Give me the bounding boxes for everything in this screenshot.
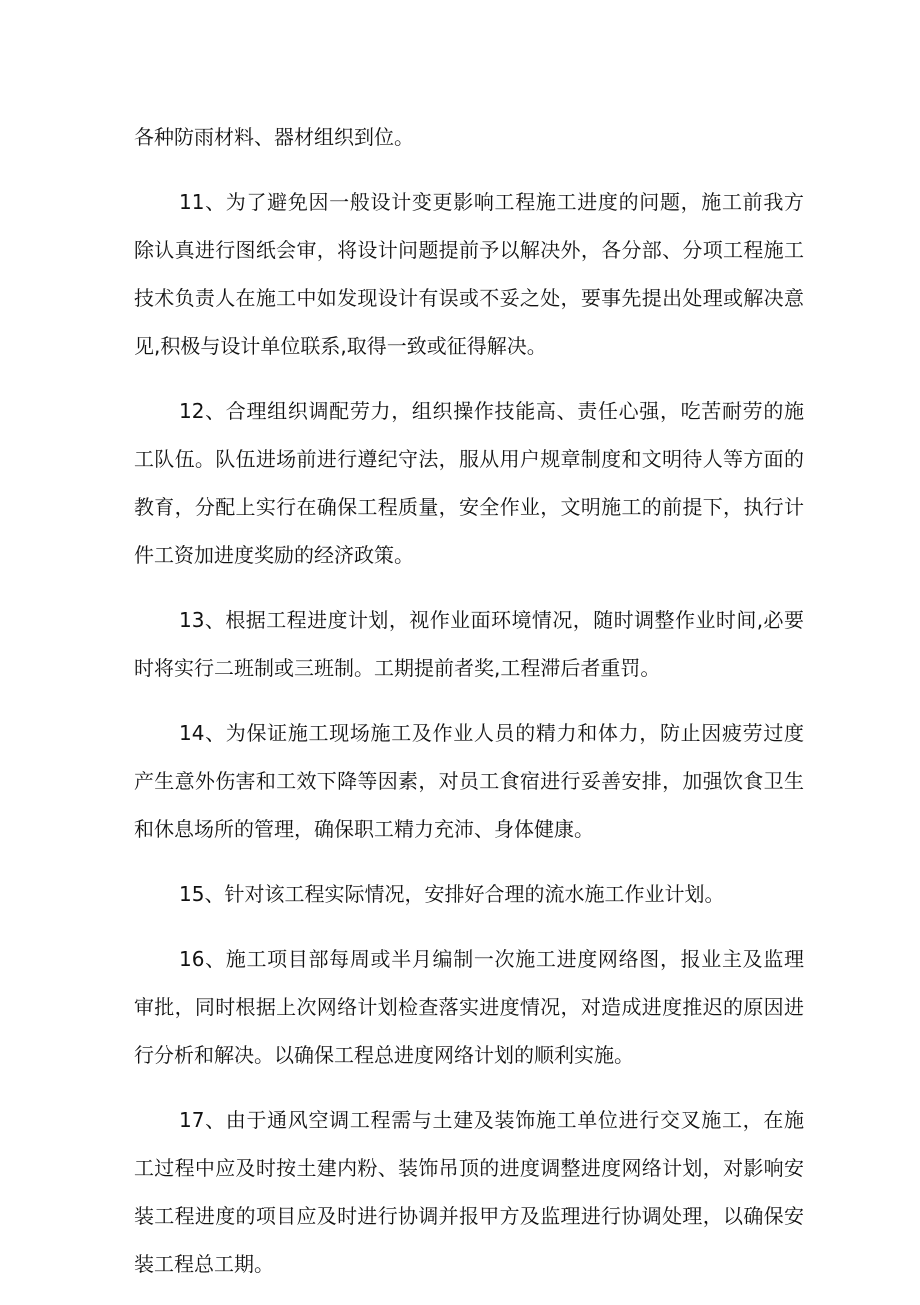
- paragraph-item-17: 17、由于通风空调工程需与土建及装饰施工单位进行交叉施工，在施工过程中应及时按土建内粉、装饰吊顶的进度调整进度网络计划，对影响安装工程进度的项目应及时进行协调并报甲方及监理进行协调处理，以确保安装工程总工期。: [134, 1108, 804, 1276]
- paragraph-item-16: 16、施工项目部每周或半月编制一次施工进度网络图，报业主及监理审批，同时根据上次网络计划检查落实进度情况，对造成进度推迟的原因进行分析和解决。以确保工程总进度网络计划的顺利实施。: [134, 947, 804, 1067]
- paragraph-item-15: 15、针对该工程实际情况，安排好合理的流水施工作业计划。: [179, 882, 725, 906]
- paragraph-continuation: 各种防雨材料、器材组织到位。: [134, 125, 414, 149]
- paragraph-item-11: 11、为了避免因一般设计变更影响工程施工进度的问题，施工前我方除认真进行图纸会审，将设计问题提前予以解决外，各分部、分项工程施工技术负责人在施工中如发现设计有误或不妥之处，要事先提出处理或解决意见,积极与设计单位联系,取得一致或征得解决。: [134, 190, 804, 358]
- document-page: [134, 113, 804, 1305]
- paragraph-item-14: 14、为保证施工现场施工及作业人员的精力和体力，防止因疲劳过度产生意外伤害和工效下降等因素，对员工食宿进行妥善安排，加强饮食卫生和休息场所的管理，确保职工精力充沛、身体健康。: [134, 721, 804, 841]
- paragraph-item-13: 13、根据工程进度计划，视作业面环境情况，随时调整作业时间,必要时将实行二班制或三班制。工期提前者奖,工程滞后者重罚。: [134, 608, 804, 680]
- paragraph-item-12: 12、合理组织调配劳力，组织操作技能高、责任心强，吃苦耐劳的施工队伍。队伍进场前进行遵纪守法，服从用户规章制度和文明待人等方面的教育，分配上实行在确保工程质量，安全作业，文明施工的前提下，执行计件工资加进度奖励的经济政策。: [134, 399, 804, 567]
